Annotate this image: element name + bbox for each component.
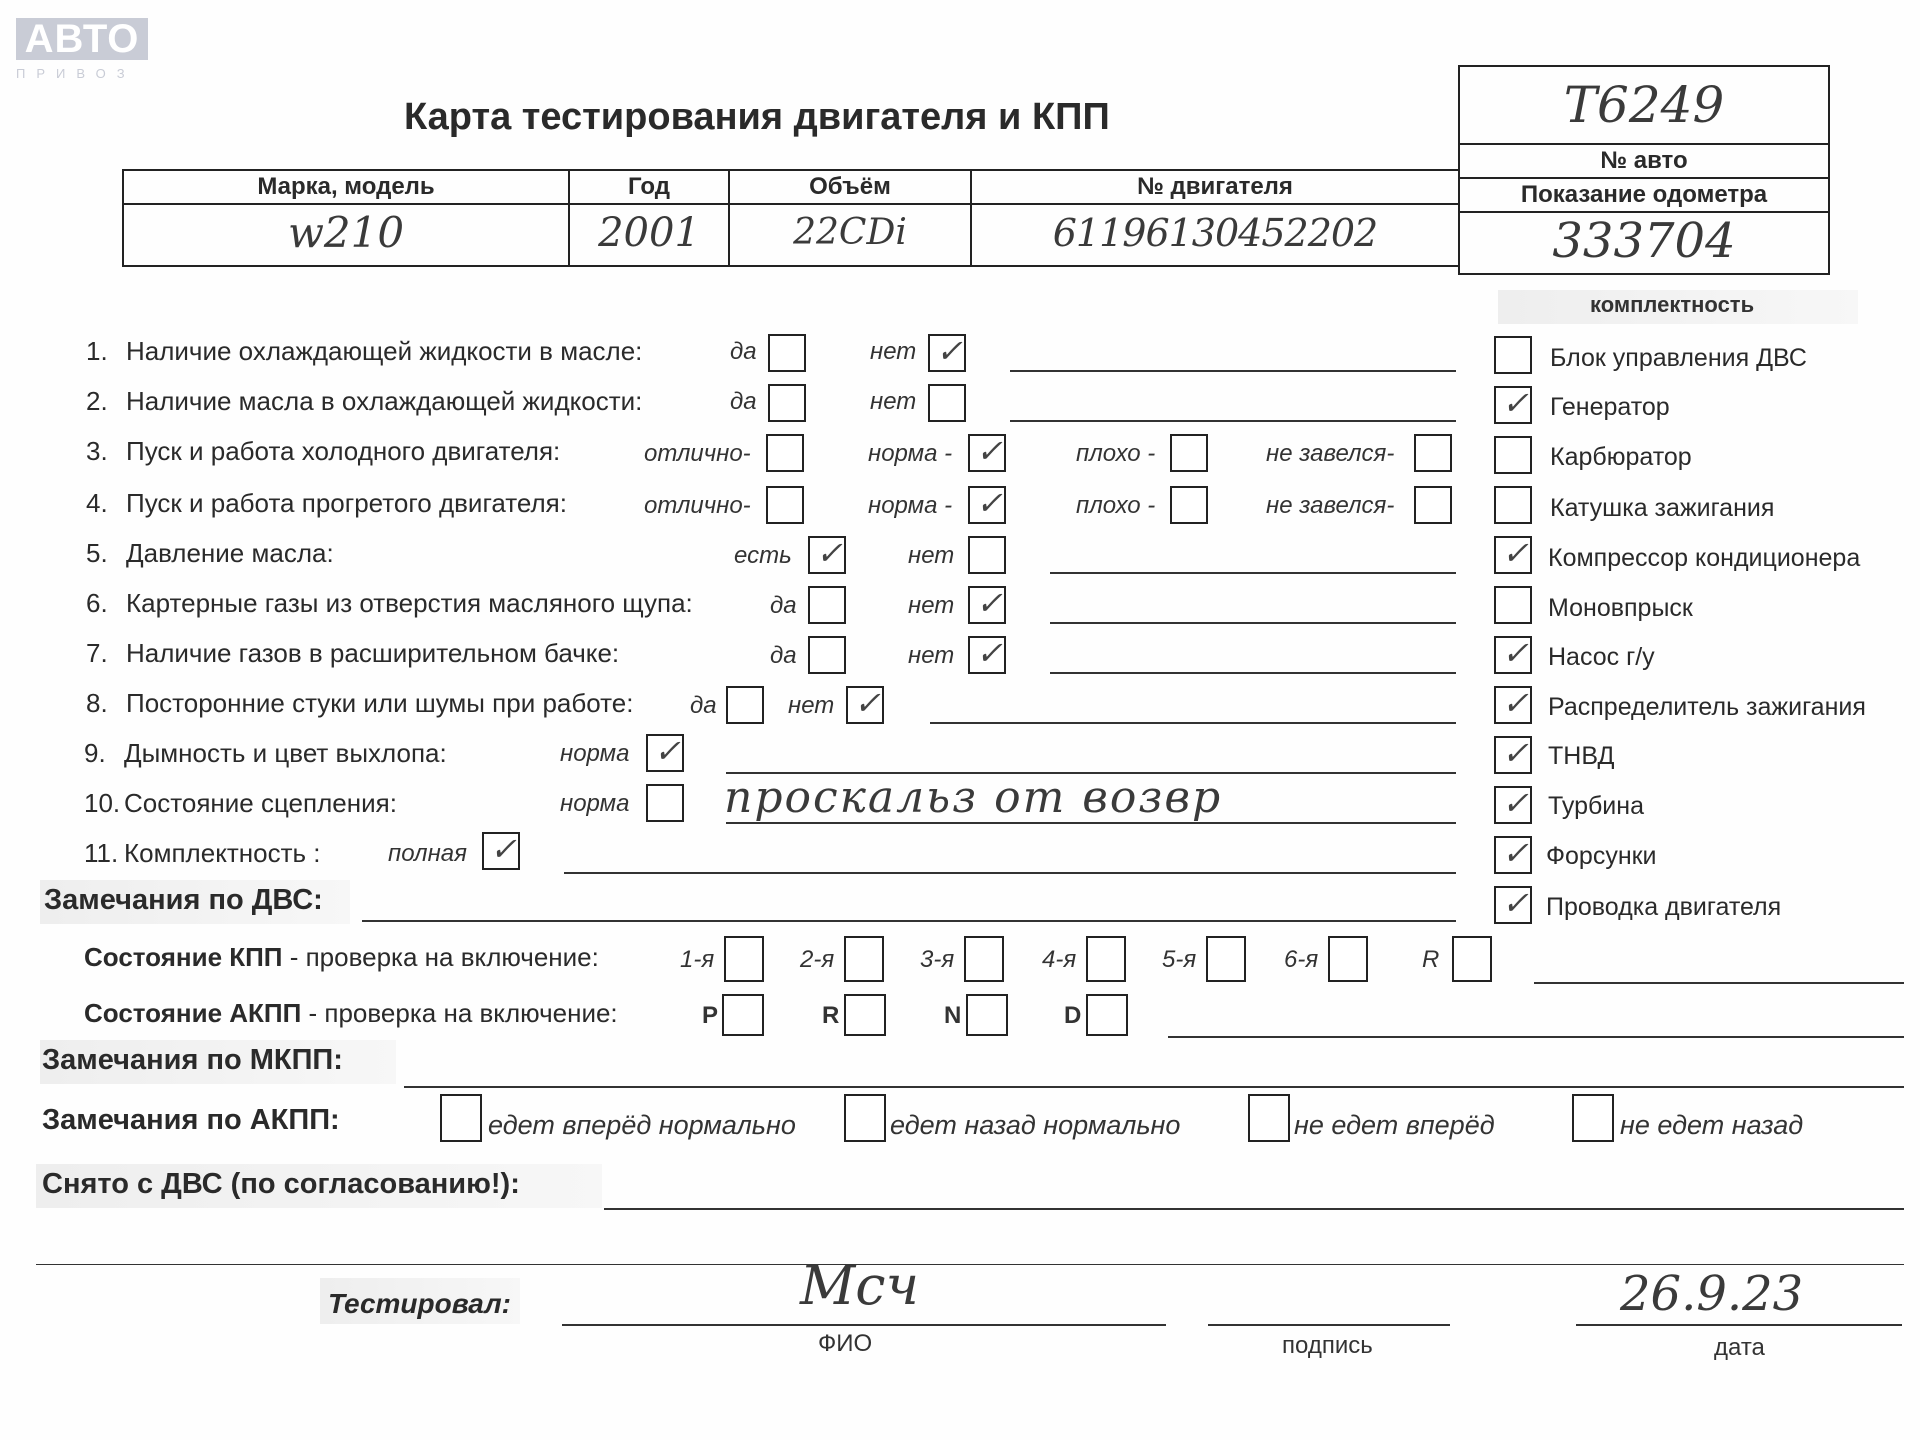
- q5-number: 5.: [86, 538, 108, 568]
- remarks-engine-line: [362, 920, 1456, 922]
- q3-not-started-label: не завелся-: [1266, 440, 1395, 467]
- kit-label-generator: Генератор: [1550, 393, 1670, 421]
- q7-yes-label: да: [770, 642, 797, 669]
- q7-no-label: нет: [908, 642, 955, 669]
- q3-not-started-checkbox[interactable]: [1414, 434, 1452, 472]
- removed-line: [604, 1208, 1904, 1210]
- car-number-box: [1458, 65, 1830, 145]
- check-mark-icon: ✓: [1502, 784, 1529, 822]
- q1-yes-label: да: [730, 338, 757, 365]
- signature-line: [1208, 1324, 1450, 1326]
- kpp-label: [84, 942, 599, 973]
- remarks-mkpp-line: [404, 1086, 1904, 1088]
- signature-label: подпись: [1282, 1332, 1373, 1359]
- akpp-label-bold: Состояние АКПП: [84, 998, 302, 1028]
- q8-yes-checkbox[interactable]: [726, 686, 764, 724]
- q4-excellent-label: отлично-: [644, 492, 751, 519]
- q2-yes-label: да: [730, 388, 757, 415]
- q4-not-started-checkbox[interactable]: [1414, 486, 1452, 524]
- tester-label: Тестировал:: [328, 1288, 511, 1319]
- q4-bad-label: плохо -: [1076, 492, 1156, 519]
- q11-line: [564, 872, 1456, 874]
- q3-normal-label: норма -: [868, 440, 953, 467]
- kit-label-distributor: Распределитель зажигания: [1548, 693, 1866, 721]
- q6-text: Картерные газы из отверстия масляного щупа:: [126, 588, 693, 618]
- check-mark-icon: ✓: [976, 584, 1003, 622]
- q6-no-checkbox[interactable]: [968, 586, 1006, 624]
- q9-normal-checkbox[interactable]: [646, 734, 684, 772]
- year-cell: [568, 203, 730, 267]
- q9-normal-label: норма: [560, 740, 630, 767]
- check-mark-icon: ✓: [1502, 734, 1529, 772]
- q11-full-label: полная: [388, 840, 467, 867]
- kpp-gear-1-label: 1-я: [680, 946, 715, 973]
- page-title: Карта тестирования двигателя и КПП: [404, 96, 1110, 138]
- kit-label-engine-wiring: Проводка двигателя: [1546, 893, 1782, 921]
- akpp-label-rest: - проверка на включение:: [301, 998, 618, 1028]
- akpp-no-backward-label: не едет назад: [1620, 1110, 1804, 1140]
- kpp-line: [1534, 982, 1904, 984]
- date-label: дата: [1714, 1334, 1765, 1361]
- q3-text: Пуск и работа холодного двигателя:: [126, 436, 561, 466]
- kit-label-injectors: Форсунки: [1546, 842, 1657, 870]
- akpp-gear-n-checkbox[interactable]: [966, 994, 1008, 1036]
- make-cell: [122, 203, 570, 267]
- akpp-no-backward-checkbox[interactable]: [1572, 1094, 1614, 1142]
- odometer-value: 333704: [1552, 213, 1736, 269]
- fio-line: [562, 1324, 1166, 1326]
- check-mark-icon: ✓: [976, 634, 1003, 672]
- year-label: Год: [568, 169, 730, 205]
- kpp-gear-2-label: 2-я: [800, 946, 835, 973]
- kit-checkbox-power-steering[interactable]: [1494, 636, 1532, 674]
- q5-no-label: нет: [908, 542, 955, 569]
- q3-bad-label: плохо -: [1076, 440, 1156, 467]
- kit-checkbox-ac-compressor[interactable]: [1494, 536, 1532, 574]
- kpp-gear-6-label: 6-я: [1284, 946, 1319, 973]
- q1-yes-checkbox[interactable]: [768, 334, 806, 372]
- kpp-gear-r-label: R: [1422, 946, 1440, 973]
- volume-label: Объём: [728, 169, 972, 205]
- q5-text: Давление масла:: [126, 538, 334, 568]
- tester-fio-value: Мсч: [800, 1254, 920, 1317]
- akpp-backward-ok-checkbox[interactable]: [844, 1094, 886, 1142]
- volume-value: 22CDi: [793, 212, 907, 253]
- q10-line: [726, 822, 1456, 824]
- separator-line: [36, 1264, 1904, 1265]
- q4-normal-label: норма -: [868, 492, 953, 519]
- akpp-no-forward-label: не едет вперёд: [1294, 1110, 1495, 1140]
- q6-yes-checkbox[interactable]: [808, 586, 846, 624]
- q8-line: [930, 722, 1456, 724]
- logo-subtitle: ПРИВОЗ: [16, 66, 136, 81]
- car-number-value: Т6249: [1563, 76, 1725, 134]
- q2-no-checkbox[interactable]: [928, 384, 966, 422]
- kit-checkbox-injectors[interactable]: [1494, 836, 1532, 874]
- q6-no-label: нет: [908, 592, 955, 619]
- akpp-no-forward-checkbox[interactable]: [1248, 1094, 1290, 1142]
- kpp-gear-3-label: 3-я: [920, 946, 955, 973]
- completeness-title: комплектность: [1590, 292, 1755, 317]
- q10-text: Состояние сцепления:: [124, 788, 397, 818]
- q5-line: [1050, 572, 1456, 574]
- check-mark-icon: ✓: [1502, 884, 1529, 922]
- q6-line: [1050, 622, 1456, 624]
- odometer-label: Показание одометра: [1458, 177, 1830, 213]
- check-mark-icon: ✓: [1502, 384, 1529, 422]
- q4-excellent-checkbox[interactable]: [766, 486, 804, 524]
- kit-checkbox-ignition-coil[interactable]: [1494, 486, 1532, 524]
- check-mark-icon: ✓: [1502, 684, 1529, 722]
- q7-yes-checkbox[interactable]: [808, 636, 846, 674]
- kpp-gear-4-checkbox[interactable]: [1086, 936, 1126, 982]
- q2-yes-checkbox[interactable]: [768, 384, 806, 422]
- check-mark-icon: ✓: [490, 830, 517, 868]
- remarks-akpp-label: Замечания по АКПП:: [42, 1104, 340, 1136]
- kit-label-ecu: Блок управления ДВС: [1550, 344, 1807, 372]
- check-mark-icon: ✓: [654, 732, 681, 770]
- engine-number-label: № двигателя: [970, 169, 1460, 205]
- q9-text: Дымность и цвет выхлопа:: [124, 738, 447, 768]
- kit-label-power-steering: Насос г/у: [1548, 643, 1655, 671]
- q1-text: Наличие охлаждающей жидкости в масле:: [126, 336, 643, 366]
- q7-no-checkbox[interactable]: [968, 636, 1006, 674]
- check-mark-icon: ✓: [976, 484, 1003, 522]
- date-value: 26.9.23: [1620, 1266, 1804, 1322]
- kit-checkbox-engine-wiring[interactable]: [1494, 886, 1532, 924]
- akpp-gear-p-checkbox[interactable]: [722, 994, 764, 1036]
- q11-full-checkbox[interactable]: [482, 832, 520, 870]
- akpp-label: [84, 998, 618, 1029]
- kpp-gear-5-checkbox[interactable]: [1206, 936, 1246, 982]
- kpp-gear-4-label: 4-я: [1042, 946, 1077, 973]
- make-label: Марка, модель: [122, 169, 570, 205]
- engine-number-value: 61196130452202: [1052, 211, 1378, 255]
- akpp-gear-d-checkbox[interactable]: [1086, 994, 1128, 1036]
- date-line: [1576, 1324, 1902, 1326]
- kit-label-monoinjection: Моновпрыск: [1548, 594, 1693, 622]
- check-mark-icon: ✓: [854, 684, 881, 722]
- q5-present-checkbox[interactable]: [808, 536, 846, 574]
- kpp-label-bold: Состояние КПП: [84, 942, 283, 972]
- kpp-gear-2-checkbox[interactable]: [844, 936, 884, 982]
- akpp-gear-n-label: N: [944, 1002, 962, 1029]
- q5-no-checkbox[interactable]: [968, 536, 1006, 574]
- kit-checkbox-turbine[interactable]: [1494, 786, 1532, 824]
- avto-privoz-logo: АВТО: [16, 18, 148, 60]
- q11-text: Комплектность :: [124, 838, 321, 868]
- odometer-box: [1458, 211, 1830, 275]
- check-mark-icon: ✓: [1502, 534, 1529, 572]
- q5-present-label: есть: [734, 542, 792, 569]
- kit-label-injection-pump: ТНВД: [1548, 742, 1615, 770]
- q7-line: [1050, 672, 1456, 674]
- clutch-note: проскальз от возвр: [724, 772, 1223, 823]
- kit-label-ac-compressor: Компрессор кондиционера: [1548, 544, 1861, 572]
- q4-number: 4.: [86, 488, 108, 518]
- q9-number: 9.: [84, 738, 106, 768]
- q1-line: [1010, 370, 1456, 372]
- q2-text: Наличие масла в охлаждающей жидкости:: [126, 386, 643, 416]
- kpp-label-rest: - проверка на включение:: [282, 942, 599, 972]
- kpp-gear-3-checkbox[interactable]: [964, 936, 1004, 982]
- kit-checkbox-carburetor[interactable]: [1494, 436, 1532, 474]
- kpp-gear-1-checkbox[interactable]: [724, 936, 764, 982]
- akpp-forward-ok-label: едет вперёд нормально: [488, 1110, 796, 1140]
- kit-checkbox-distributor[interactable]: [1494, 686, 1532, 724]
- check-mark-icon: ✓: [1502, 834, 1529, 872]
- car-number-label: № авто: [1458, 143, 1830, 179]
- q8-number: 8.: [86, 688, 108, 718]
- akpp-gear-p-label: P: [702, 1002, 719, 1029]
- q2-line: [1010, 420, 1456, 422]
- year-value: 2001: [598, 210, 700, 256]
- q11-number: 11.: [84, 838, 119, 868]
- q2-no-label: нет: [870, 388, 917, 415]
- akpp-gear-r-label: R: [822, 1002, 840, 1029]
- kit-checkbox-monoinjection[interactable]: [1494, 586, 1532, 624]
- akpp-gear-r-checkbox[interactable]: [844, 994, 886, 1036]
- engine-number-cell: [970, 203, 1460, 267]
- q3-number: 3.: [86, 436, 108, 466]
- q10-number: 10.: [84, 788, 121, 818]
- kit-checkbox-generator[interactable]: [1494, 386, 1532, 424]
- q4-normal-checkbox[interactable]: [968, 486, 1006, 524]
- check-mark-icon: ✓: [816, 534, 843, 572]
- kpp-gear-6-checkbox[interactable]: [1328, 936, 1368, 982]
- kit-label-carburetor: Карбюратор: [1550, 443, 1692, 471]
- kpp-gear-r-checkbox[interactable]: [1452, 936, 1492, 982]
- kpp-gear-5-label: 5-я: [1162, 946, 1197, 973]
- q10-normal-label: норма: [560, 790, 630, 817]
- q8-yes-label: да: [690, 692, 717, 719]
- q8-text: Посторонние стуки или шумы при работе:: [126, 688, 634, 718]
- q3-bad-checkbox[interactable]: [1170, 434, 1208, 472]
- kit-label-ignition-coil: Катушка зажигания: [1550, 494, 1775, 522]
- q3-excellent-label: отлично-: [644, 440, 751, 467]
- q4-bad-checkbox[interactable]: [1170, 486, 1208, 524]
- fio-label: ФИО: [818, 1330, 873, 1357]
- q1-number: 1.: [86, 336, 108, 366]
- check-mark-icon: ✓: [1502, 634, 1529, 672]
- remarks-engine-label: Замечания по ДВС:: [44, 884, 323, 916]
- akpp-line: [1168, 1036, 1904, 1038]
- akpp-forward-ok-checkbox[interactable]: [440, 1094, 482, 1142]
- q8-no-checkbox[interactable]: [846, 686, 884, 724]
- kit-label-turbine: Турбина: [1548, 792, 1644, 820]
- q3-normal-checkbox[interactable]: [968, 434, 1006, 472]
- akpp-backward-ok-label: едет назад нормально: [890, 1110, 1181, 1140]
- remarks-mkpp-label: Замечания по МКПП:: [42, 1044, 343, 1076]
- removed-label: Снято с ДВС (по согласованию!):: [42, 1168, 520, 1200]
- q2-number: 2.: [86, 386, 108, 416]
- q3-excellent-checkbox[interactable]: [766, 434, 804, 472]
- kit-checkbox-ecu[interactable]: [1494, 336, 1532, 374]
- q4-text: Пуск и работа прогретого двигателя:: [126, 488, 567, 518]
- q4-not-started-label: не завелся-: [1266, 492, 1395, 519]
- q6-yes-label: да: [770, 592, 797, 619]
- volume-cell: [728, 203, 972, 267]
- kit-checkbox-injection-pump[interactable]: [1494, 736, 1532, 774]
- q10-normal-checkbox[interactable]: [646, 784, 684, 822]
- akpp-gear-d-label: D: [1064, 1002, 1082, 1029]
- check-mark-icon: ✓: [976, 432, 1003, 470]
- make-value: w210: [287, 208, 405, 257]
- q1-no-checkbox[interactable]: [928, 334, 966, 372]
- q7-number: 7.: [86, 638, 108, 668]
- q7-text: Наличие газов в расширительном бачке:: [126, 638, 620, 668]
- check-mark-icon: ✓: [936, 332, 963, 370]
- q1-no-label: нет: [870, 338, 917, 365]
- q6-number: 6.: [86, 588, 108, 618]
- q8-no-label: нет: [788, 692, 835, 719]
